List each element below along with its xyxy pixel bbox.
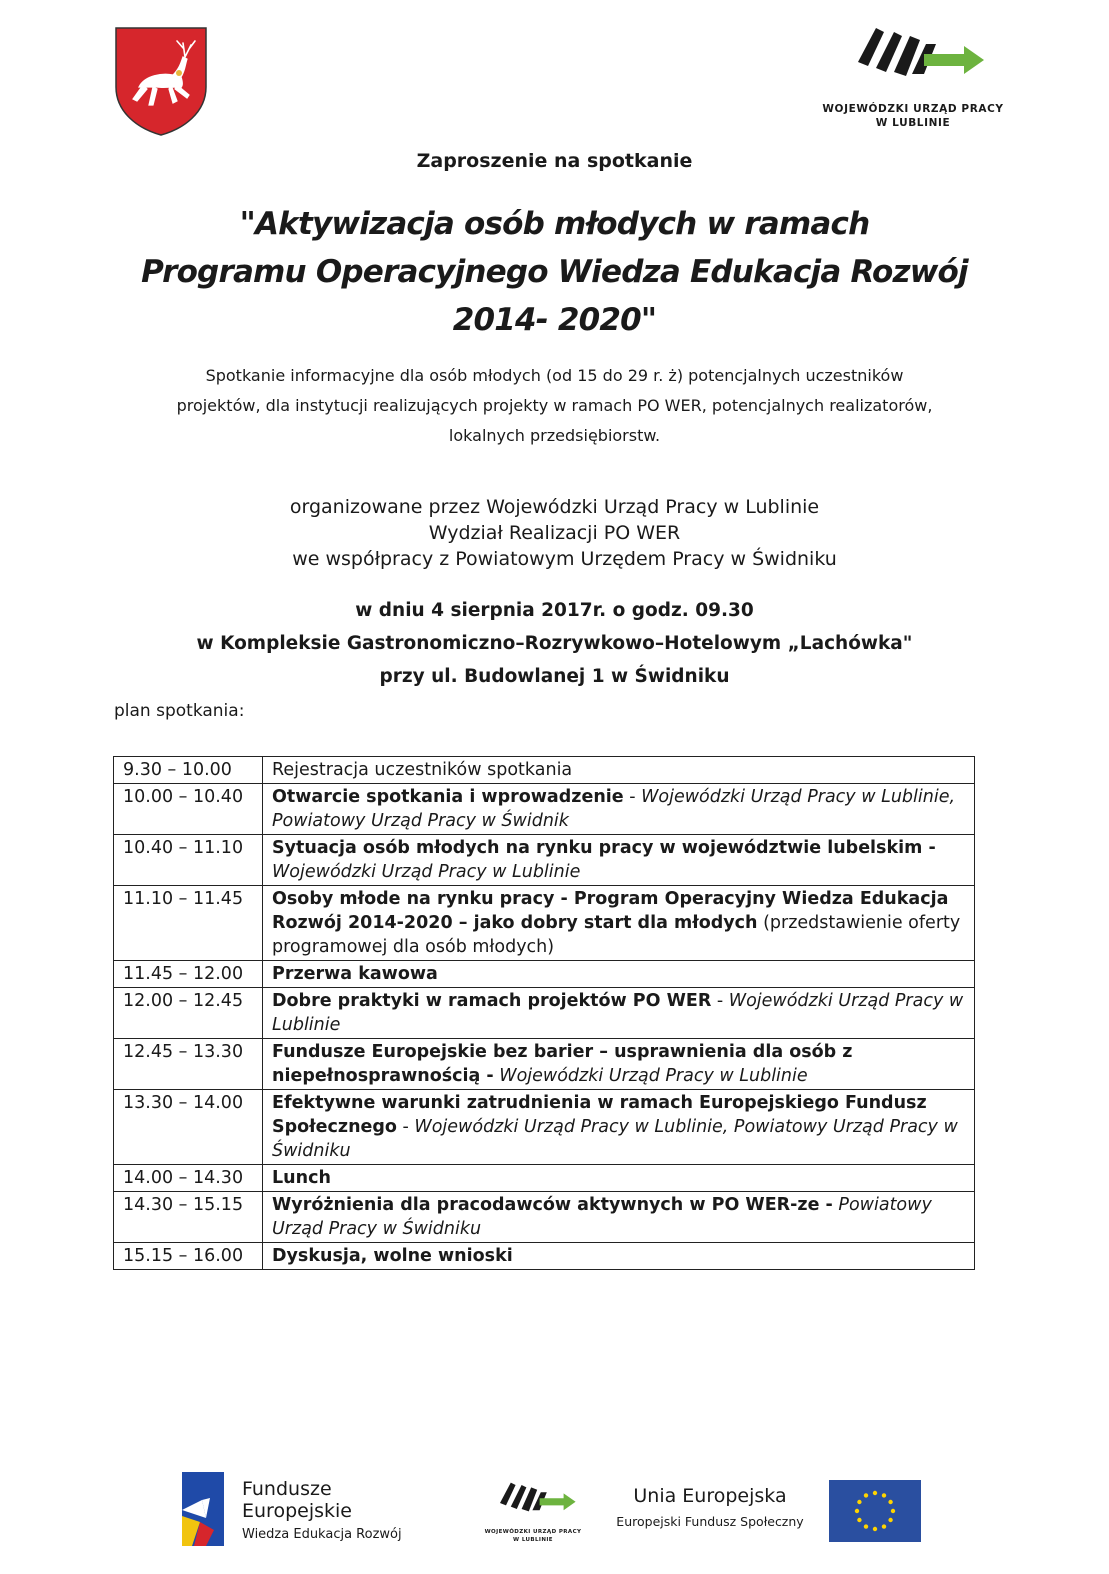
wup-logo [818,22,1008,130]
agenda-time: 9.30 – 10.00 [114,757,263,784]
agenda-time: 12.00 – 12.45 [114,988,263,1039]
agenda-row [114,886,975,961]
agenda-row [114,784,975,835]
agenda-time: 10.00 – 10.40 [114,784,263,835]
eu-star [873,1527,877,1531]
plan-label: plan spotkania: [114,701,245,721]
intro-paragraph [140,361,969,451]
agenda-row [114,835,975,886]
fe-line3: Wiedza Edukacja Rozwój [242,1527,402,1542]
agenda-description [263,784,975,835]
eu-star [864,1493,868,1497]
agenda-description [263,835,975,886]
wup-name-line2: W LUBLINIE [875,117,951,129]
wup-name-line1: WOJEWÓDZKI URZĄD PRACY [822,103,1004,115]
title-line: Programu Operacyjnego Wiedza Edukacja Rozwój [141,254,968,290]
agenda-description [263,886,975,961]
address-line: przy ul. Budowlanej 1 w Świdniku [379,666,730,687]
agenda-description [263,757,975,784]
coat-of-arms-logo [113,25,209,137]
agenda-time: 14.00 – 14.30 [114,1165,263,1192]
agenda-description [263,1192,975,1243]
eu-star [882,1493,886,1497]
eu-star [857,1500,861,1504]
agenda-row [114,1243,975,1270]
agenda-italic-text: Wojewódzki Urząd Pracy w Lublinie, Powiatowy Urząd Pracy w Świdniku [272,1117,958,1161]
agenda-normal-text: (przedstawienie oferty programowej dla osób młodych) [272,913,961,957]
agenda-normal-text: - [396,1117,415,1137]
eu-star [888,1518,892,1522]
ue-line2: Europejski Fundusz Społeczny [616,1514,804,1529]
agenda-italic-text: Wojewódzki Urząd Pracy w Lublinie [272,862,581,882]
title-line: "Aktywizacja osób młodych w ramach [239,206,870,242]
agenda-time: 14.30 – 15.15 [114,1192,263,1243]
agenda-bold-text: Fundusze Europejskie bez barier – usprawnienia dla osób z niepełnosprawnością - [272,1042,853,1086]
agenda-normal-text: - [623,787,642,807]
agenda-row [114,1165,975,1192]
agenda-description [263,1243,975,1270]
agenda-bold-text: Otwarcie spotkania i wprowadzenie [272,787,624,807]
ue-line1: Unia Europejska [633,1485,787,1507]
agenda-row [114,961,975,988]
venue-line: w Kompleksie Gastronomiczno–Rozrywkowo–Hotelowym „Lachówka" [196,633,913,654]
agenda-row [114,1039,975,1090]
fe-line2: Europejskie [242,1500,352,1522]
agenda-description [263,988,975,1039]
agenda-time: 12.45 – 13.30 [114,1039,263,1090]
agenda-bold-text: Osoby młode na rynku pracy - Program Operacyjny Wiedza Edukacja Rozwój 2014-2020 – jako dobry start dla młodych [272,889,949,933]
intro-line: Spotkanie informacyjne dla osób młodych (od 15 do 29 r. ż) potencjalnych uczestników [205,366,904,385]
agenda-bold-text: Przerwa kawowa [272,964,438,984]
agenda-row [114,757,975,784]
intro-line: projektów, dla instytucji realizujących projekty w ramach PO WER, potencjalnych realizatorów, [176,396,933,415]
agenda-description [263,1090,975,1165]
event-title [0,200,1109,344]
organizer-line: organizowane przez Wojewódzki Urząd Pracy w Lublinie [289,496,820,518]
agenda-row [114,1090,975,1165]
agenda-italic-text: Wojewódzki Urząd Pracy w Lublinie, Powiatowy Urząd Pracy w Świdnik [272,787,956,831]
unia-europejska-text [610,1484,810,1532]
eu-star [855,1509,859,1513]
eu-star [873,1491,877,1495]
agenda-bold-text: Efektywne warunki zatrudnienia w ramach Europejskiego Fundusz Społecznego [272,1093,927,1137]
eu-flag-icon [829,1480,921,1542]
agenda-row [114,988,975,1039]
agenda-bold-text: Sytuacja osób młodych na rynku pracy w województwie lubelskim - [272,838,936,858]
agenda-time: 13.30 – 14.00 [114,1090,263,1165]
agenda-description [263,1039,975,1090]
agenda-italic-text: Wojewódzki Urząd Pracy w Lublinie [499,1066,808,1086]
organizer-block [0,494,1109,572]
eu-star [857,1518,861,1522]
agenda-italic-text: Wojewódzki Urząd Pracy w Lublinie [272,991,964,1035]
wup-footer-logo [478,1478,588,1544]
agenda-bold-text: Dobre praktyki w ramach projektów PO WER [272,991,712,1011]
title-line: 2014- 2020" [452,302,657,338]
organizer-line: we współpracy z Powiatowym Urzędem Pracy w Świdniku [292,548,837,570]
invitation-heading: Zaproszenie na spotkanie [416,150,693,172]
agenda-time: 15.15 – 16.00 [114,1243,263,1270]
agenda-row [114,1192,975,1243]
agenda-normal-text: - [711,991,729,1011]
wup-footer-line1: WOJEWÓDZKI URZĄD PRACY [484,1529,582,1535]
agenda-table [113,756,975,1270]
fundusze-europejskie-logo [180,1470,440,1550]
eu-star [864,1524,868,1528]
agenda-description [263,1165,975,1192]
agenda-italic-text: Powiatowy Urząd Pracy w Świdniku [272,1195,932,1239]
agenda-bold-text: Lunch [272,1168,331,1188]
agenda-time: 11.10 – 11.45 [114,886,263,961]
agenda-bold-text: Wyróżnienia dla pracodawców aktywnych w PO WER-ze - [272,1195,833,1215]
eu-star [882,1524,886,1528]
agenda-description [263,961,975,988]
date-line: w dniu 4 sierpnia 2017r. o godz. 09.30 [355,600,754,621]
organizer-line: Wydział Realizacji PO WER [428,522,681,544]
fe-line1: Fundusze [242,1478,332,1500]
agenda-time: 11.45 – 12.00 [114,961,263,988]
wup-footer-line2: W LUBLINIE [513,1537,553,1543]
agenda-time: 10.40 – 11.10 [114,835,263,886]
agenda-bold-text: Dyskusja, wolne wnioski [272,1246,513,1266]
eu-star [888,1500,892,1504]
eu-star [891,1509,895,1513]
date-location-block [0,594,1109,693]
intro-line: lokalnych przedsiębiorstw. [448,426,661,445]
agenda-normal-text: Rejestracja uczestników spotkania [272,760,573,780]
